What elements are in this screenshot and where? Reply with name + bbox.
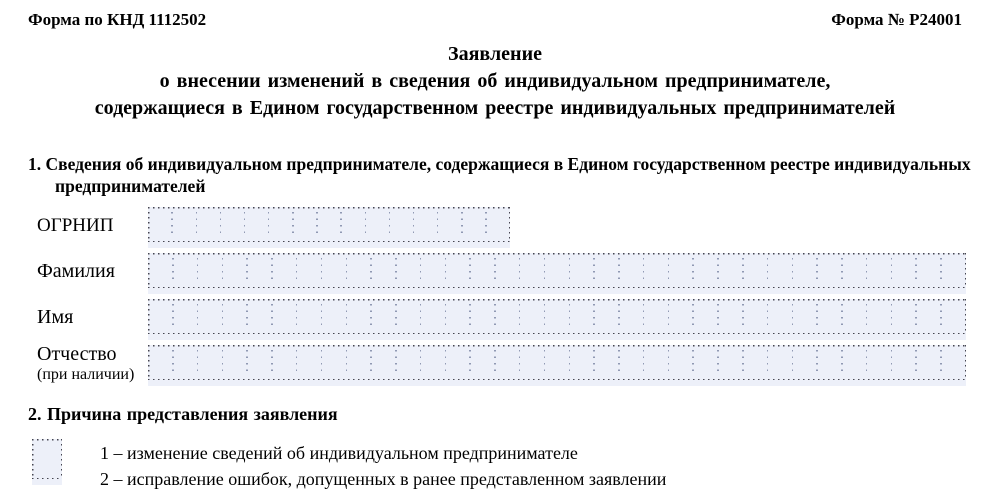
char-cell (545, 345, 570, 380)
surname-field[interactable] (148, 253, 966, 294)
char-cell (222, 299, 247, 334)
char-cell (916, 345, 941, 380)
char-cell (222, 253, 247, 288)
char-cell (817, 345, 842, 380)
char-cell (297, 253, 322, 288)
char-cell (817, 253, 842, 288)
char-cell (371, 345, 396, 380)
char-cell (470, 299, 495, 334)
char-cell (321, 299, 346, 334)
patronymic-field[interactable] (148, 345, 966, 386)
section1-heading-line2: предпринимателей (55, 176, 206, 196)
firstname-cells (148, 299, 966, 334)
char-cell (470, 345, 495, 380)
char-cell (644, 299, 669, 334)
char-cell (445, 253, 470, 288)
char-cell (743, 253, 768, 288)
char-cell (317, 207, 341, 242)
reason-option-1: 1 – изменение сведений об индивидуальном предпринимателе (100, 443, 578, 463)
char-cell (718, 299, 743, 334)
char-cell (569, 299, 594, 334)
char-cell (792, 299, 817, 334)
patronymic-cells (148, 345, 966, 380)
surname-label: Фамилия (37, 260, 115, 282)
surname-cells (148, 253, 966, 288)
char-cell (389, 207, 413, 242)
char-cell (396, 253, 421, 288)
ogrnip-cells (148, 207, 510, 242)
char-cell (941, 253, 966, 288)
char-cell (198, 345, 223, 380)
char-cell (817, 299, 842, 334)
char-cell (792, 253, 817, 288)
char-cell (421, 299, 446, 334)
char-cell (495, 299, 520, 334)
char-cell (421, 253, 446, 288)
char-cell (222, 345, 247, 380)
char-cell (867, 299, 892, 334)
char-cell (693, 345, 718, 380)
char-cell (371, 253, 396, 288)
form-title-line3: содержащиеся в Едином государственном реестре индивидуальных предпринимателей (94, 97, 896, 119)
char-cell (148, 253, 173, 288)
char-cell (842, 345, 867, 380)
char-cell (173, 253, 198, 288)
char-cell (321, 253, 346, 288)
char-cell (668, 253, 693, 288)
char-cell (396, 345, 421, 380)
char-cell (396, 299, 421, 334)
patronymic-label-main: Отчество (37, 343, 117, 365)
char-cell (173, 299, 198, 334)
char-cell (644, 253, 669, 288)
firstname-field[interactable] (148, 299, 966, 340)
char-cell (220, 207, 244, 242)
char-cell (414, 207, 438, 242)
char-cell (365, 207, 389, 242)
char-cell (520, 345, 545, 380)
char-cell (743, 299, 768, 334)
char-cell (668, 345, 693, 380)
char-cell (462, 207, 486, 242)
char-cell (619, 253, 644, 288)
char-cell (743, 345, 768, 380)
char-cell (346, 345, 371, 380)
char-cell (520, 253, 545, 288)
char-cell (891, 345, 916, 380)
char-cell (293, 207, 317, 242)
char-cell (668, 299, 693, 334)
char-cell (371, 299, 396, 334)
char-cell (891, 253, 916, 288)
char-cell (941, 299, 966, 334)
char-cell (198, 299, 223, 334)
char-cell (269, 207, 293, 242)
form-title-line1: Заявление (448, 43, 542, 65)
char-cell (173, 345, 198, 380)
char-cell (272, 345, 297, 380)
char-cell (693, 253, 718, 288)
char-cell (486, 207, 510, 242)
form-title (0, 41, 990, 122)
ogrnip-field[interactable] (148, 207, 510, 248)
char-cell (693, 299, 718, 334)
char-cell (792, 345, 817, 380)
char-cell (148, 345, 173, 380)
char-cell (148, 207, 172, 242)
char-cell (445, 299, 470, 334)
reason-code-field[interactable] (32, 439, 62, 485)
char-cell (867, 253, 892, 288)
char-cell (569, 253, 594, 288)
char-cell (247, 253, 272, 288)
char-cell (148, 299, 173, 334)
form-knd-label: Форма по КНД 1112502 (28, 10, 207, 29)
char-cell (32, 439, 62, 479)
char-cell (272, 253, 297, 288)
char-cell (867, 345, 892, 380)
char-cell (341, 207, 365, 242)
section1-heading (28, 153, 971, 197)
char-cell (941, 345, 966, 380)
char-cell (346, 253, 371, 288)
char-cell (594, 299, 619, 334)
char-cell (619, 299, 644, 334)
char-cell (247, 345, 272, 380)
char-cell (321, 345, 346, 380)
form-title-line2: о внесении изменений в сведения об индивидуальном предпринимателе, (159, 70, 831, 92)
char-cell (545, 253, 570, 288)
char-cell (421, 345, 446, 380)
char-cell (272, 299, 297, 334)
char-cell (842, 253, 867, 288)
char-cell (495, 345, 520, 380)
char-cell (297, 299, 322, 334)
reason-options (100, 441, 666, 492)
char-cell (346, 299, 371, 334)
char-cell (718, 345, 743, 380)
char-cell (594, 253, 619, 288)
ogrnip-label: ОГРНИП (37, 215, 114, 236)
patronymic-label (37, 343, 134, 385)
char-cell (470, 253, 495, 288)
patronymic-label-sub: (при наличии) (37, 366, 135, 383)
reason-option-2: 2 – исправление ошибок, допущенных в ранее представленном заявлении (100, 468, 667, 489)
char-cell (438, 207, 462, 242)
char-cell (842, 299, 867, 334)
firstname-label: Имя (37, 306, 74, 328)
char-cell (520, 299, 545, 334)
char-cell (916, 253, 941, 288)
reason-code-cell (32, 439, 62, 479)
form-number-label: Форма № Р24001 (831, 10, 962, 29)
char-cell (644, 345, 669, 380)
char-cell (495, 253, 520, 288)
char-cell (247, 299, 272, 334)
section1-heading-line1: 1. Сведения об индивидуальном предпринимателе, содержащиеся в Едином государственном реестре индивидуальных (28, 154, 971, 174)
char-cell (718, 253, 743, 288)
char-cell (768, 253, 793, 288)
char-cell (768, 345, 793, 380)
char-cell (198, 253, 223, 288)
char-cell (916, 299, 941, 334)
char-cell (297, 345, 322, 380)
char-cell (245, 207, 269, 242)
section2-heading: 2. Причина представления заявления (28, 404, 338, 424)
char-cell (172, 207, 196, 242)
char-cell (768, 299, 793, 334)
char-cell (569, 345, 594, 380)
char-cell (196, 207, 220, 242)
char-cell (445, 345, 470, 380)
char-cell (545, 299, 570, 334)
char-cell (619, 345, 644, 380)
char-cell (594, 345, 619, 380)
char-cell (891, 299, 916, 334)
